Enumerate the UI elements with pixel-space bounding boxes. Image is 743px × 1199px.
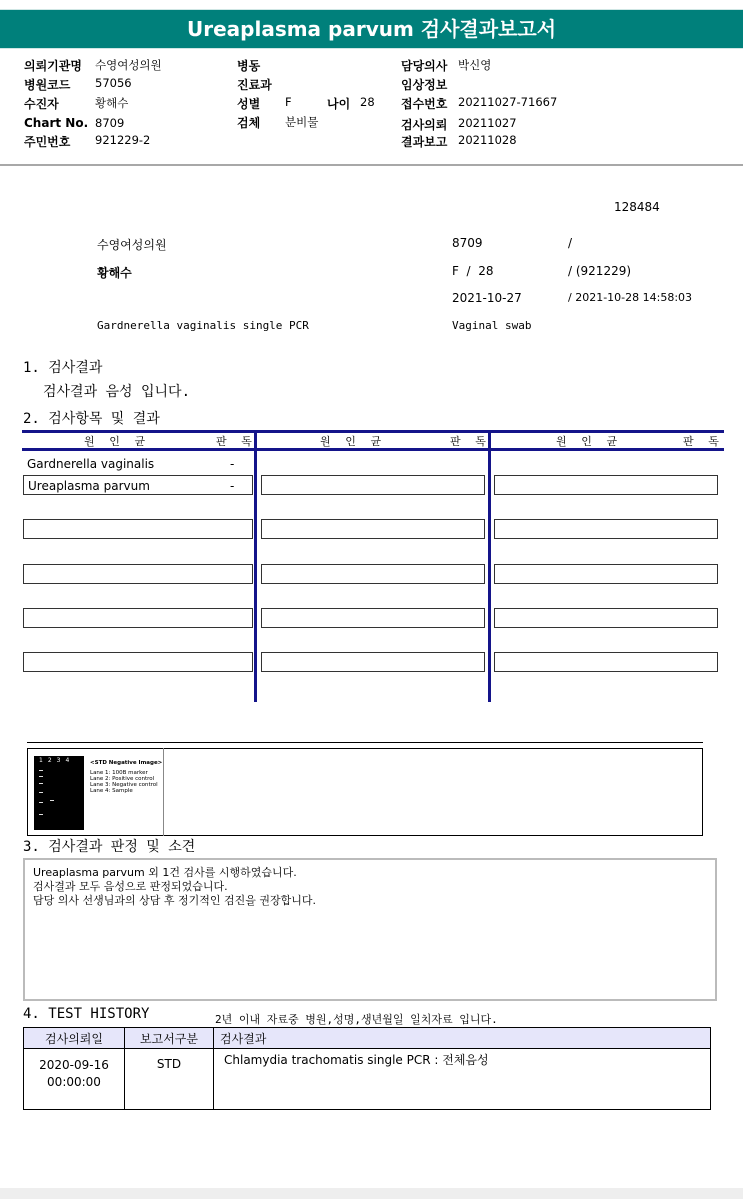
patient-label: 수진자 — [24, 97, 59, 111]
opinion-line: 담당 의사 선생님과의 상담 후 정기적인 검진을 권장합니다. — [33, 894, 316, 907]
summary-sex-age: F / 28 — [452, 264, 494, 278]
gel-band — [39, 770, 43, 771]
header-divider — [0, 164, 743, 166]
dept-label: 진료과 — [237, 78, 272, 92]
patient-value: 황해수 — [95, 96, 129, 110]
resident-no-label: 주민번호 — [24, 135, 71, 149]
pathogen-result: - — [230, 479, 235, 493]
gel-panel-separator — [163, 748, 164, 836]
gel-caption — [90, 760, 162, 794]
summary-name: 황해수 — [97, 266, 132, 280]
summary-specimen: Vaginal swab — [452, 319, 532, 332]
gel-legend-item: Lane 1: 100B marker — [90, 770, 148, 776]
history-header-row — [24, 1028, 711, 1049]
summary-clinic: 수영여성의원 — [97, 238, 167, 252]
col-pathogen-header: 원 인 균 — [84, 435, 150, 448]
specimen-label: 검체 — [237, 116, 261, 130]
pathogen-name: Ureaplasma parvum — [28, 479, 150, 493]
history-type: STD — [125, 1049, 214, 1110]
report-date-value: 20211028 — [458, 133, 517, 147]
lane-number: 2 — [47, 757, 57, 764]
history-note: 2년 이내 자료중 병원,성명,생년월일 일치자료 입니다. — [215, 1013, 498, 1026]
result-cell — [494, 475, 718, 495]
report-date-label: 결과보고 — [401, 135, 448, 149]
gel-band — [50, 800, 54, 801]
gel-band — [39, 776, 43, 777]
result-cell — [261, 564, 485, 584]
result-cell — [23, 519, 253, 539]
gel-caption-title: <STD Negative Image> — [90, 760, 163, 766]
col-judgement-header: 판 독 — [450, 435, 490, 448]
request-date-value: 20211027 — [458, 116, 517, 130]
opinion-line: 검사결과 모두 음성으로 판정되었습니다. — [33, 880, 228, 893]
specimen-value: 분비물 — [285, 115, 319, 129]
grid-divider-1 — [254, 430, 257, 702]
history-col-type: 보고서구분 — [125, 1028, 214, 1049]
sex-label: 성별 — [237, 97, 261, 111]
doctor-value: 박신영 — [458, 58, 492, 72]
ward-label: 병동 — [237, 59, 261, 73]
section4-title: 4. TEST HISTORY — [23, 1006, 150, 1022]
result-cell — [23, 564, 253, 584]
summary-request-date: 2021-10-27 — [452, 291, 522, 305]
opinion-box — [23, 858, 717, 1001]
result-cell — [494, 519, 718, 539]
report-number: 128484 — [614, 200, 660, 214]
result-cell — [261, 475, 485, 495]
page-bottom-strip — [0, 1188, 743, 1199]
clinical-info-label: 임상정보 — [401, 78, 448, 92]
summary-test-name: Gardnerella vaginalis single PCR — [97, 319, 309, 332]
result-cell — [494, 564, 718, 584]
col-judgement-header: 판 독 — [683, 435, 723, 448]
opinion-line: Ureaplasma parvum 외 1건 검사를 시행하였습니다. — [33, 866, 297, 879]
gel-band — [39, 792, 43, 793]
summary-birth: / (921229) — [568, 264, 632, 278]
history-row — [24, 1049, 711, 1110]
history-date: 2020-09-16 — [39, 1058, 109, 1072]
result-cell — [494, 652, 718, 672]
chart-no-label: Chart No. — [24, 116, 89, 130]
hospital-code-value: 57056 — [95, 76, 132, 90]
grid-divider-2 — [488, 430, 491, 702]
section1-title: 1. 검사결과 — [23, 360, 103, 376]
summary-slash: / — [568, 236, 573, 250]
result-cell — [494, 608, 718, 628]
section2-title: 2. 검사항목 및 결과 — [23, 411, 160, 427]
lane-numbers — [39, 757, 74, 764]
section1-result: 검사결과 음성 입니다. — [43, 384, 191, 400]
chart-no-value: 8709 — [95, 116, 125, 130]
image-divider — [27, 742, 703, 743]
age-label: 나이 — [327, 97, 351, 111]
col-pathogen-header: 원 인 균 — [320, 435, 386, 448]
gel-legend-item: Lane 2: Positive control — [90, 776, 155, 782]
gel-legend-item: Lane 3: Negative control — [90, 782, 158, 788]
lane-number: 3 — [56, 757, 66, 764]
gel-band — [39, 802, 43, 803]
section3-title: 3. 검사결과 판정 및 소견 — [23, 839, 196, 855]
result-cell — [23, 608, 253, 628]
gel-legend-item: Lane 4: Sample — [90, 788, 133, 794]
gel-band — [39, 783, 43, 784]
result-cell — [261, 519, 485, 539]
receipt-no-value: 20211027-71667 — [458, 95, 558, 109]
receipt-no-label: 접수번호 — [401, 97, 448, 111]
col-pathogen-header: 원 인 균 — [556, 435, 622, 448]
request-date-label: 검사의뢰 — [401, 118, 448, 132]
hospital-code-label: 병원코드 — [24, 78, 71, 92]
resident-no-value: 921229-2 — [95, 133, 151, 147]
summary-report-datetime: / 2021-10-28 14:58:03 — [568, 291, 693, 304]
history-col-result: 검사결과 — [214, 1028, 711, 1049]
sex-value: F — [285, 95, 292, 109]
clinic-label: 의뢰기관명 — [24, 59, 82, 73]
result-cell — [261, 652, 485, 672]
history-col-date: 검사의뢰일 — [24, 1028, 125, 1049]
summary-chart: 8709 — [452, 236, 483, 250]
gel-image — [34, 756, 84, 830]
clinic-value: 수영여성의원 — [95, 58, 162, 72]
history-time: 00:00:00 — [47, 1075, 101, 1089]
doctor-label: 담당의사 — [401, 59, 448, 73]
lane-number: 1 — [39, 757, 48, 764]
col-judgement-header: 판 독 — [216, 435, 256, 448]
result-cell — [23, 652, 253, 672]
pathogen-name: Gardnerella vaginalis — [27, 457, 155, 471]
pathogen-result: - — [230, 457, 235, 471]
history-result: Chlamydia trachomatis single PCR : 전체음성 — [214, 1049, 711, 1110]
history-date-cell — [24, 1049, 125, 1110]
age-value: 28 — [360, 95, 375, 109]
report-title: Ureaplasma parvum 검사결과보고서 — [0, 9, 743, 49]
gel-band — [39, 814, 43, 815]
history-table — [23, 1027, 711, 1110]
result-cell — [261, 608, 485, 628]
lane-number: 4 — [65, 757, 75, 764]
